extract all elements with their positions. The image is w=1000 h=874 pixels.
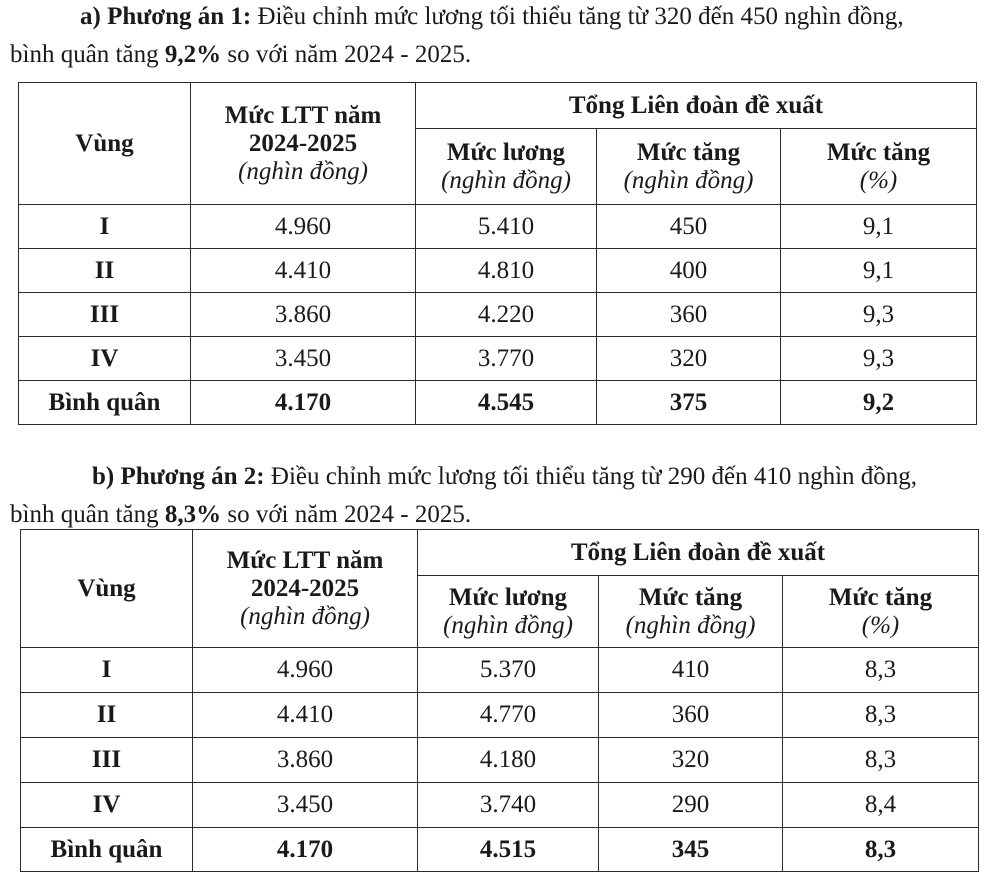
header-salary-label: Mức lương bbox=[446, 138, 566, 166]
header-increase-unit: (nghìn đồng) bbox=[623, 166, 754, 194]
section-a-text-3: so với năm 2024 - 2025. bbox=[221, 41, 472, 68]
section-a-text: Điều chỉnh mức lương tối thiểu tăng từ 320 đến 450 nghìn đồng, bbox=[251, 3, 904, 30]
header-region: Vùng bbox=[21, 530, 193, 648]
header-salary bbox=[418, 576, 599, 648]
cell-ltt: 3.860 bbox=[193, 738, 418, 783]
table-row bbox=[19, 293, 977, 337]
header-increase bbox=[597, 129, 781, 205]
table-row-average bbox=[19, 381, 977, 425]
header-salary-unit: (nghìn đồng) bbox=[443, 611, 573, 639]
section-a-intro bbox=[80, 2, 904, 32]
table-option-2 bbox=[20, 529, 979, 872]
cell-ltt: 4.960 bbox=[193, 648, 418, 693]
header-ltt-line1: Mức LTT năm bbox=[226, 546, 384, 574]
cell-increase: 320 bbox=[597, 337, 781, 381]
section-b-text: Điều chỉnh mức lương tối thiểu tăng từ 290 đến 410 nghìn đồng, bbox=[264, 463, 918, 490]
header-salary-unit: (nghìn đồng) bbox=[441, 166, 571, 194]
section-a-pct: 9,2% bbox=[164, 41, 222, 68]
section-b-intro bbox=[92, 462, 917, 492]
header-increase-label: Mức tăng bbox=[638, 583, 743, 611]
header-region: Vùng bbox=[19, 83, 191, 205]
cell-ltt: 3.450 bbox=[191, 337, 416, 381]
header-increase-unit: (nghìn đồng) bbox=[625, 611, 756, 639]
cell-salary: 4.180 bbox=[418, 738, 599, 783]
cell-salary: 4.545 bbox=[416, 381, 597, 425]
cell-region: Bình quân bbox=[19, 381, 191, 425]
cell-ltt: 4.410 bbox=[191, 249, 416, 293]
cell-region: I bbox=[21, 648, 193, 693]
header-increase-label: Mức tăng bbox=[636, 138, 741, 166]
section-b-text-2: bình quân tăng bbox=[10, 501, 165, 528]
table-row-average bbox=[21, 828, 979, 872]
cell-increase: 375 bbox=[597, 381, 781, 425]
header-salary bbox=[416, 129, 597, 205]
cell-pct: 9,3 bbox=[781, 337, 977, 381]
cell-region: III bbox=[21, 738, 193, 783]
header-ltt bbox=[193, 530, 418, 648]
header-increase-pct-label: Mức tăng bbox=[826, 138, 931, 166]
cell-ltt: 4.410 bbox=[193, 693, 418, 738]
cell-increase: 400 bbox=[597, 249, 781, 293]
header-ltt-unit: (nghìn đồng) bbox=[238, 157, 368, 185]
cell-salary: 3.770 bbox=[416, 337, 597, 381]
cell-salary: 4.515 bbox=[418, 828, 599, 872]
table-row bbox=[21, 648, 979, 693]
section-a-intro-cont bbox=[10, 40, 471, 70]
section-b-text-3: so với năm 2024 - 2025. bbox=[221, 501, 472, 528]
cell-pct: 9,1 bbox=[781, 249, 977, 293]
section-a-label: a) Phương án 1: bbox=[80, 3, 252, 30]
cell-ltt: 4.170 bbox=[193, 828, 418, 872]
cell-region: III bbox=[19, 293, 191, 337]
cell-region: I bbox=[19, 205, 191, 249]
section-b-pct: 8,3% bbox=[164, 501, 222, 528]
cell-pct: 9,3 bbox=[781, 293, 977, 337]
table-row bbox=[19, 249, 977, 293]
cell-salary: 4.220 bbox=[416, 293, 597, 337]
header-increase-pct bbox=[781, 129, 977, 205]
section-b-label: b) Phương án 2: bbox=[92, 463, 265, 490]
table-row bbox=[21, 783, 979, 828]
cell-increase: 290 bbox=[599, 783, 783, 828]
header-salary-label: Mức lương bbox=[448, 583, 568, 611]
table-option-1 bbox=[18, 82, 977, 425]
cell-increase: 450 bbox=[597, 205, 781, 249]
header-ltt-unit: (nghìn đồng) bbox=[240, 602, 370, 630]
cell-pct: 8,4 bbox=[783, 783, 979, 828]
cell-pct: 8,3 bbox=[783, 648, 979, 693]
header-proposal: Tổng Liên đoàn đề xuất bbox=[418, 530, 979, 576]
header-proposal: Tổng Liên đoàn đề xuất bbox=[416, 83, 977, 129]
cell-increase: 360 bbox=[599, 693, 783, 738]
cell-region: IV bbox=[19, 337, 191, 381]
cell-ltt: 3.860 bbox=[191, 293, 416, 337]
cell-salary: 4.810 bbox=[416, 249, 597, 293]
cell-pct: 8,3 bbox=[783, 693, 979, 738]
header-increase bbox=[599, 576, 783, 648]
table-row bbox=[19, 205, 977, 249]
header-ltt-line1: Mức LTT năm bbox=[224, 101, 382, 129]
header-ltt-line2: 2024-2025 bbox=[250, 574, 360, 602]
cell-ltt: 4.170 bbox=[191, 381, 416, 425]
table-row bbox=[19, 337, 977, 381]
cell-pct: 8,3 bbox=[783, 738, 979, 783]
header-ltt bbox=[191, 83, 416, 205]
cell-salary: 3.740 bbox=[418, 783, 599, 828]
cell-salary: 4.770 bbox=[418, 693, 599, 738]
section-b-intro-cont bbox=[10, 500, 471, 530]
cell-pct: 9,1 bbox=[781, 205, 977, 249]
table-row bbox=[21, 738, 979, 783]
header-increase-pct-label: Mức tăng bbox=[828, 583, 933, 611]
cell-pct: 9,2 bbox=[781, 381, 977, 425]
cell-salary: 5.370 bbox=[418, 648, 599, 693]
cell-increase: 410 bbox=[599, 648, 783, 693]
cell-increase: 345 bbox=[599, 828, 783, 872]
cell-increase: 320 bbox=[599, 738, 783, 783]
header-ltt-line2: 2024-2025 bbox=[248, 129, 358, 157]
section-a-text-2: bình quân tăng bbox=[10, 41, 165, 68]
cell-region: IV bbox=[21, 783, 193, 828]
cell-increase: 360 bbox=[597, 293, 781, 337]
cell-salary: 5.410 bbox=[416, 205, 597, 249]
table-row bbox=[21, 693, 979, 738]
cell-pct: 8,3 bbox=[783, 828, 979, 872]
cell-region: II bbox=[19, 249, 191, 293]
cell-region: II bbox=[21, 693, 193, 738]
header-increase-pct-unit: (%) bbox=[859, 166, 898, 194]
cell-region: Bình quân bbox=[21, 828, 193, 872]
header-increase-pct-unit: (%) bbox=[861, 611, 900, 639]
cell-ltt: 3.450 bbox=[193, 783, 418, 828]
cell-ltt: 4.960 bbox=[191, 205, 416, 249]
header-increase-pct bbox=[783, 576, 979, 648]
